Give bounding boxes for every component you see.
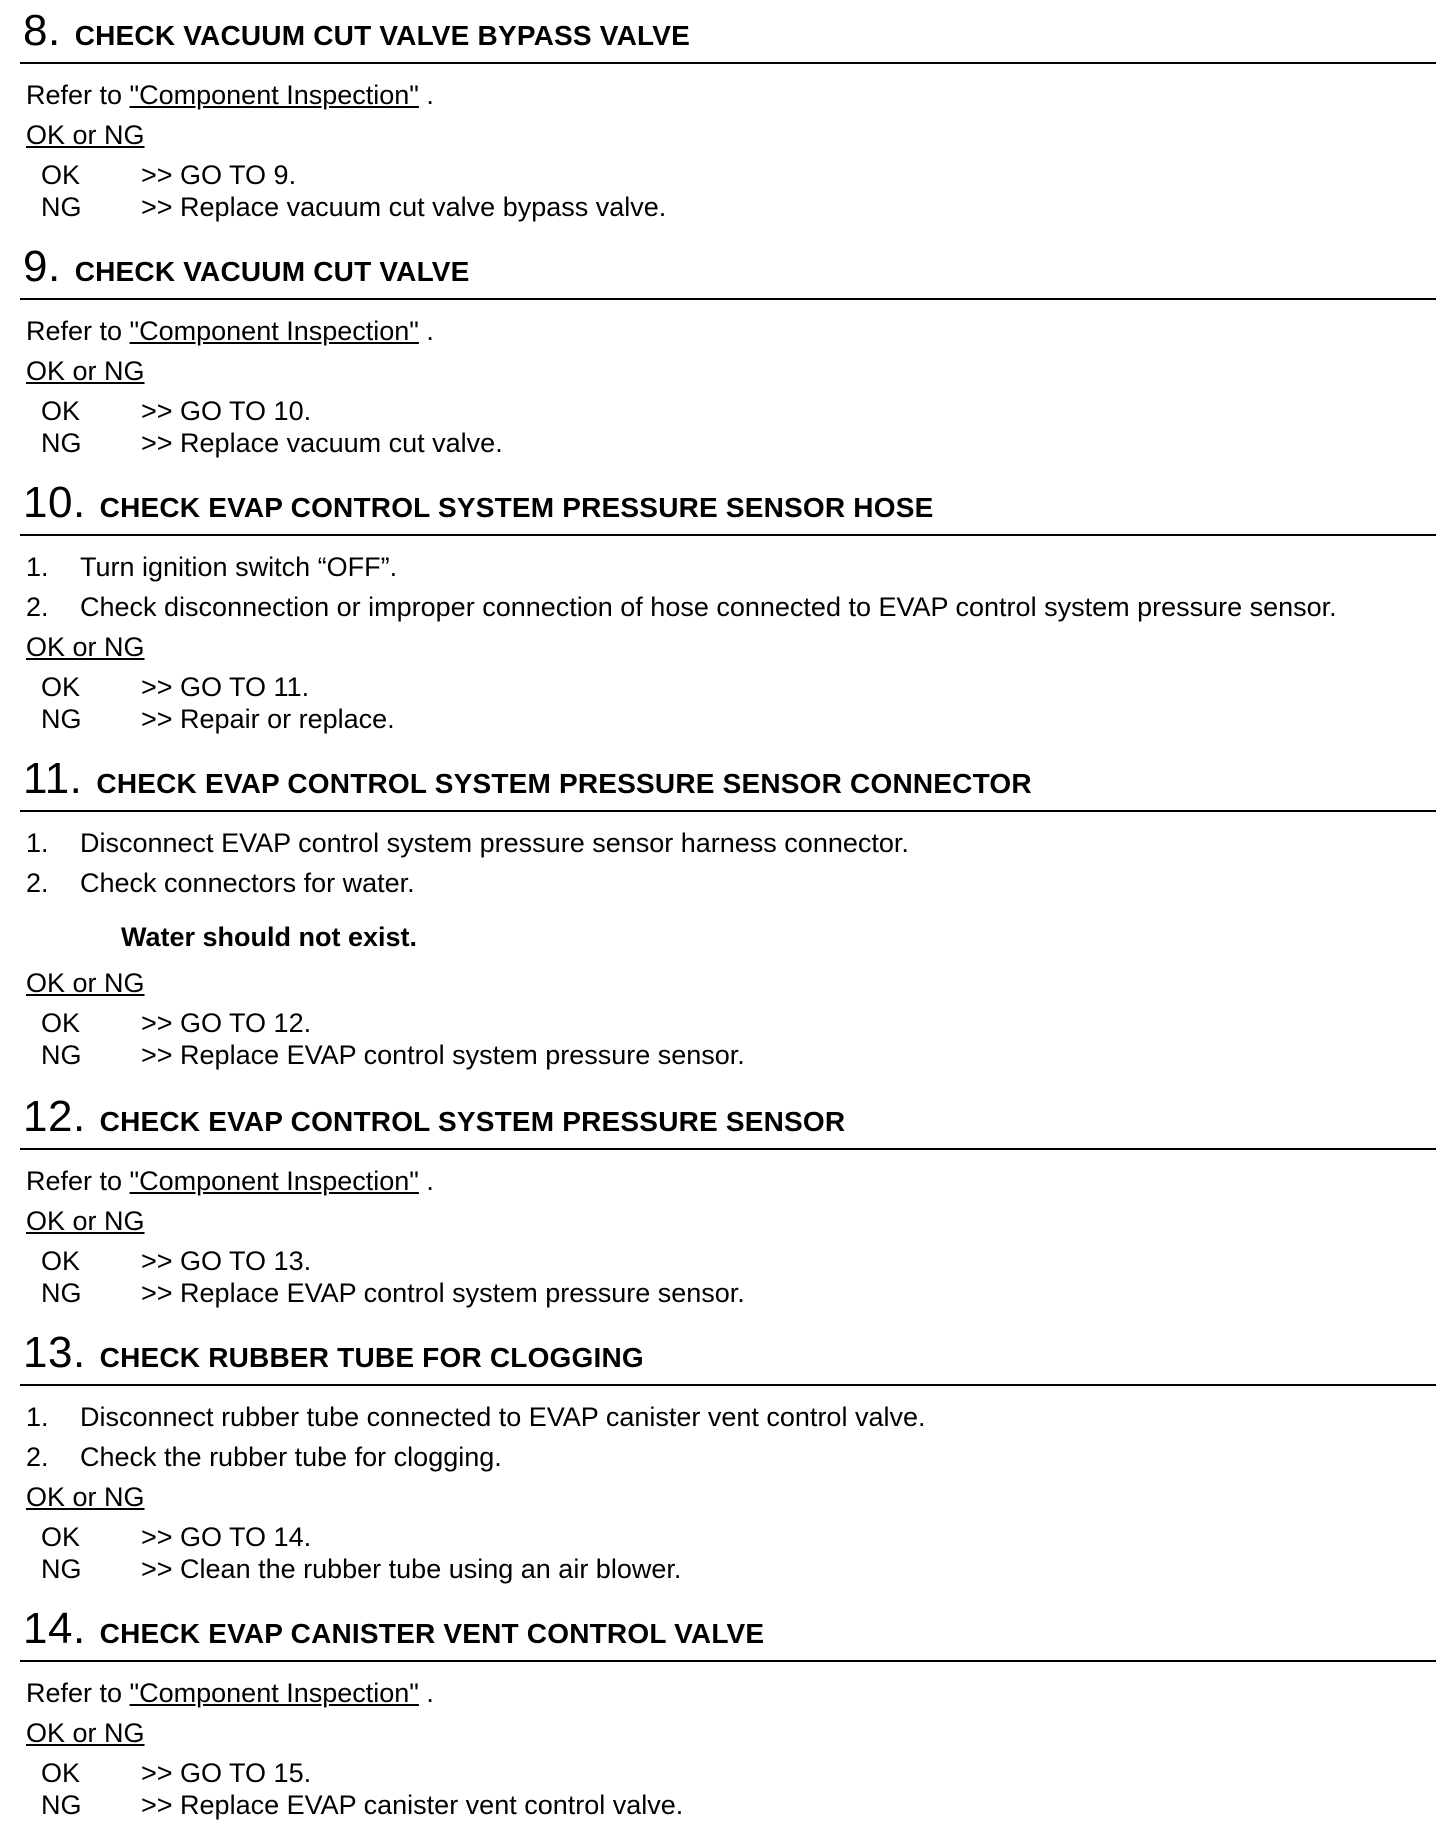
refer-suffix: . [418,80,434,110]
ng-label: NG [41,1790,82,1820]
step-number: 9. [23,242,61,291]
step-index: 2. [26,1442,49,1472]
step-number: 14. [23,1604,86,1653]
refer-suffix: . [418,1678,434,1708]
procedure-step [26,552,397,583]
refer-prefix: Refer to [26,1166,130,1196]
ok-or-ng-label: OK or NG [26,1718,145,1748]
step-heading [23,6,690,54]
step-title: CHECK EVAP CONTROL SYSTEM PRESSURE SENSOR CONNECTOR [96,768,1032,799]
refer-line [26,316,434,347]
ok-label: OK [41,396,81,426]
refer-suffix: . [418,316,434,346]
step-heading [23,242,470,290]
step-index: 1. [26,552,49,582]
refer-line [26,1678,434,1709]
ng-label: NG [41,428,82,458]
ng-result: >> Replace EVAP control system pressure sensor. [141,1278,745,1308]
step-text: Disconnect rubber tube connected to EVAP canister vent control valve. [80,1402,926,1432]
step-heading [23,478,933,526]
step-title: CHECK EVAP CONTROL SYSTEM PRESSURE SENSOR HOSE [99,492,934,523]
step-title: CHECK EVAP CANISTER VENT CONTROL VALVE [99,1618,765,1649]
ng-label: NG [41,192,82,222]
ng-result: >> Clean the rubber tube using an air blower. [141,1554,682,1584]
ok-or-ng-label: OK or NG [26,632,145,662]
ng-result: >> Repair or replace. [141,704,395,734]
step-number: 13. [23,1328,86,1377]
heading-rule [20,1660,1436,1662]
step-index: 1. [26,1402,49,1432]
component-inspection-link[interactable]: "Component Inspection" [129,1166,419,1196]
step-index: 2. [26,592,49,622]
heading-rule [20,298,1436,300]
ng-result: >> Replace EVAP control system pressure sensor. [141,1040,745,1070]
procedure-step [26,828,909,859]
ok-or-ng-label: OK or NG [26,968,145,998]
step-text: Turn ignition switch “OFF”. [80,552,398,582]
ok-or-ng-label: OK or NG [26,120,145,150]
ok-label: OK [41,1522,81,1552]
step-text: Check the rubber tube for clogging. [80,1442,502,1472]
ng-result: >> Replace vacuum cut valve bypass valve. [141,192,667,222]
step-index: 2. [26,868,49,898]
procedure-step [26,868,415,899]
ok-result: >> GO TO 15. [141,1758,312,1788]
component-inspection-link[interactable]: "Component Inspection" [129,1678,419,1708]
heading-rule [20,534,1436,536]
heading-rule [20,62,1436,64]
ok-label: OK [41,160,81,190]
step-number: 8. [23,6,61,55]
ok-or-ng-label: OK or NG [26,1206,145,1236]
refer-line [26,80,434,111]
step-number: 11. [23,754,83,803]
inspection-note: Water should not exist. [121,922,418,952]
step-heading [23,1328,644,1376]
ng-label: NG [41,1554,82,1584]
ok-result: >> GO TO 10. [141,396,312,426]
refer-prefix: Refer to [26,1678,130,1708]
component-inspection-link[interactable]: "Component Inspection" [129,80,419,110]
step-title: CHECK EVAP CONTROL SYSTEM PRESSURE SENSOR [99,1106,846,1137]
component-inspection-link[interactable]: "Component Inspection" [129,316,419,346]
procedure-step [26,592,1337,623]
step-title: CHECK VACUUM CUT VALVE [74,256,470,287]
step-text: Check connectors for water. [80,868,415,898]
ng-result: >> Replace EVAP canister vent control valve. [141,1790,684,1820]
ok-result: >> GO TO 12. [141,1008,312,1038]
refer-prefix: Refer to [26,316,130,346]
procedure-step [26,1442,502,1473]
step-text: Disconnect EVAP control system pressure sensor harness connector. [80,828,909,858]
ng-label: NG [41,704,82,734]
ok-result: >> GO TO 9. [141,160,297,190]
ok-label: OK [41,1758,81,1788]
heading-rule [20,1148,1436,1150]
refer-line [26,1166,434,1197]
refer-prefix: Refer to [26,80,130,110]
ok-result: >> GO TO 14. [141,1522,312,1552]
step-index: 1. [26,828,49,858]
ng-label: NG [41,1278,82,1308]
ok-label: OK [41,1246,81,1276]
ok-result: >> GO TO 11. [141,672,310,702]
step-text: Check disconnection or improper connection of hose connected to EVAP control system pressure sensor. [80,592,1337,622]
ng-label: NG [41,1040,82,1070]
ok-label: OK [41,1008,81,1038]
heading-rule [20,1384,1436,1386]
step-title: CHECK VACUUM CUT VALVE BYPASS VALVE [74,20,690,51]
heading-rule [20,810,1436,812]
ok-label: OK [41,672,81,702]
ok-result: >> GO TO 13. [141,1246,312,1276]
procedure-step [26,1402,925,1433]
ok-or-ng-label: OK or NG [26,1482,145,1512]
ng-result: >> Replace vacuum cut valve. [141,428,503,458]
step-title: CHECK RUBBER TUBE FOR CLOGGING [99,1342,644,1373]
step-heading [23,754,1032,802]
step-heading [23,1092,845,1140]
step-number: 10. [23,478,86,527]
step-heading [23,1604,764,1652]
ok-or-ng-label: OK or NG [26,356,145,386]
refer-suffix: . [418,1166,434,1196]
step-number: 12. [23,1092,86,1141]
